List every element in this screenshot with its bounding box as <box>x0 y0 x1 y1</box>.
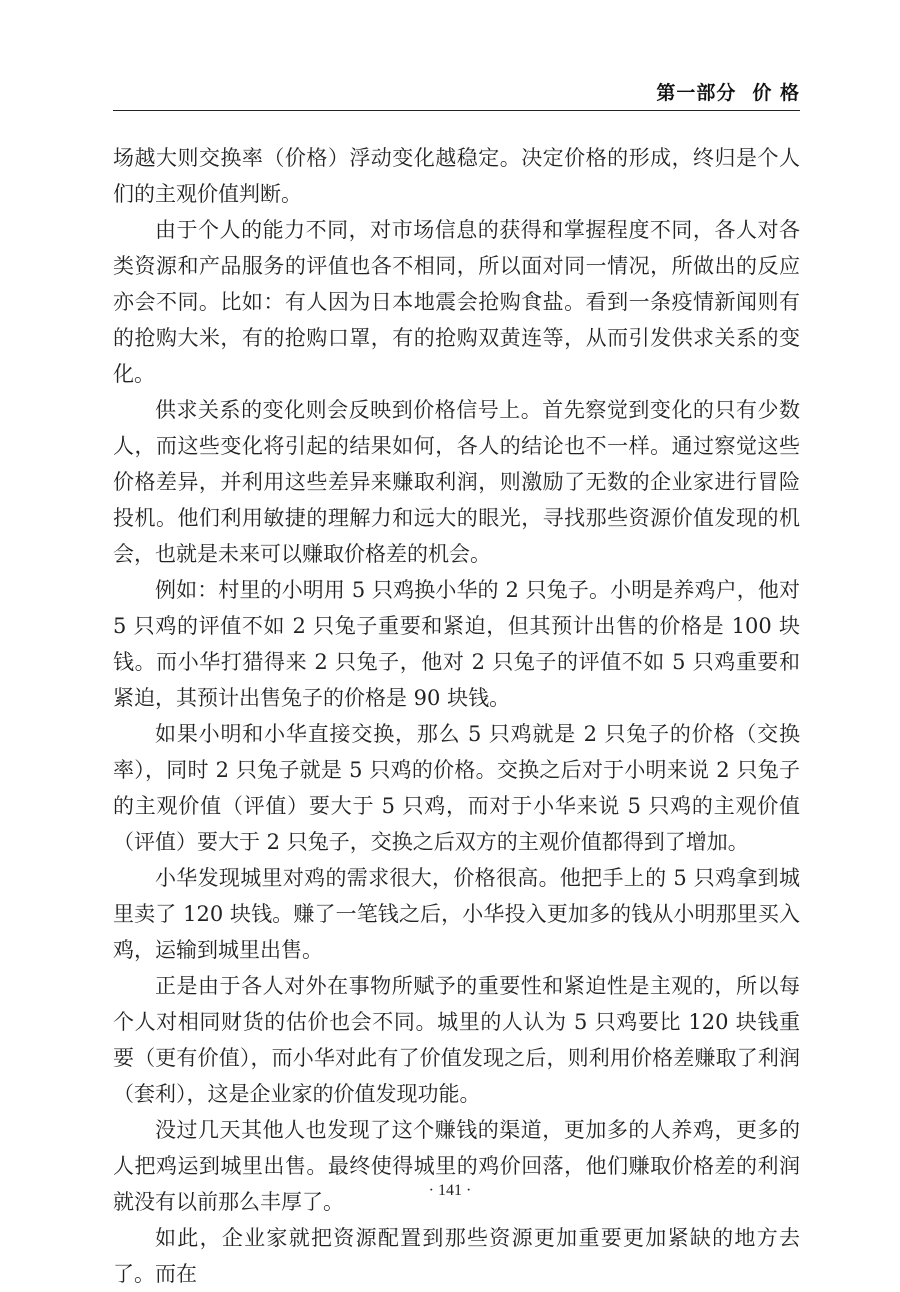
paragraph: 正是由于各人对外在事物所赋予的重要性和紧迫性是主观的，所以每个人对相同财货的估价也会不同。城里的人认为 5 只鸡要比 120 块钱重要（更有价值），而小华对此有了价值发现之后，则利用价格差赚取了利润（套利），这是企业家的价值发现功能。 <box>113 974 800 1106</box>
header-section: 第一部分 <box>656 82 737 104</box>
page-number: · 141 · <box>428 1182 472 1199</box>
paragraph: 例如：村里的小明用 5 只鸡换小华的 2 只兔子。小明是养鸡户，他对 5 只鸡的评值不如 2 只兔子重要和紧迫，但其预计出售的价格是 100 块钱。而小华打猎得来 2 只兔子，他对 2 只兔子的评值不如 5 只鸡重要和紧迫，其预计出售兔子的价格是 90 块钱。 <box>113 578 800 710</box>
paragraph: 由于个人的能力不同，对市场信息的获得和掌握程度不同，各人对各类资源和产品服务的评值也各不相同，所以面对同一情况，所做出的反应亦会不同。比如：有人因为日本地震会抢购食盐。看到一条疫情新闻则有的抢购大米，有的抢购口罩，有的抢购双黄连等，从而引发供求关系的变化。 <box>113 218 800 386</box>
running-header <box>656 78 800 105</box>
paragraph: 如果小明和小华直接交换，那么 5 只鸡就是 2 只兔子的价格（交换率），同时 2 只兔子就是 5 只鸡的价格。交换之后对于小明来说 2 只兔子的主观价值（评值）要大于 5 只鸡，而对于小华来说 5 只鸡的主观价值（评值）要大于 2 只兔子，交换之后双方的主观价值都得到了增加。 <box>113 722 800 854</box>
header-chapter: 价 格 <box>752 82 800 104</box>
header-rule <box>113 110 800 111</box>
paragraph: 如此，企业家就把资源配置到那些资源更加重要更加紧缺的地方去了。而在 <box>113 1226 800 1286</box>
body-text <box>113 140 800 1292</box>
paragraph: 场越大则交换率（价格）浮动变化越稳定。决定价格的形成，终归是个人们的主观价值判断。 <box>113 146 800 206</box>
paragraph: 供求关系的变化则会反映到价格信号上。首先察觉到变化的只有少数人，而这些变化将引起的结果如何，各人的结论也不一样。通过察觉这些价格差异，并利用这些差异来赚取利润，则激励了无数的企业家进行冒险投机。他们利用敏捷的理解力和远大的眼光，寻找那些资源价值发现的机会，也就是未来可以赚取价格差的机会。 <box>113 398 800 566</box>
paragraph: 没过几天其他人也发现了这个赚钱的渠道，更加多的人养鸡，更多的人把鸡运到城里出售。最终使得城里的鸡价回落，他们赚取价格差的利润就没有以前那么丰厚了。 <box>113 1118 800 1214</box>
paragraph: 小华发现城里对鸡的需求很大，价格很高。他把手上的 5 只鸡拿到城里卖了 120 块钱。赚了一笔钱之后，小华投入更加多的钱从小明那里买入鸡，运输到城里出售。 <box>113 866 800 962</box>
